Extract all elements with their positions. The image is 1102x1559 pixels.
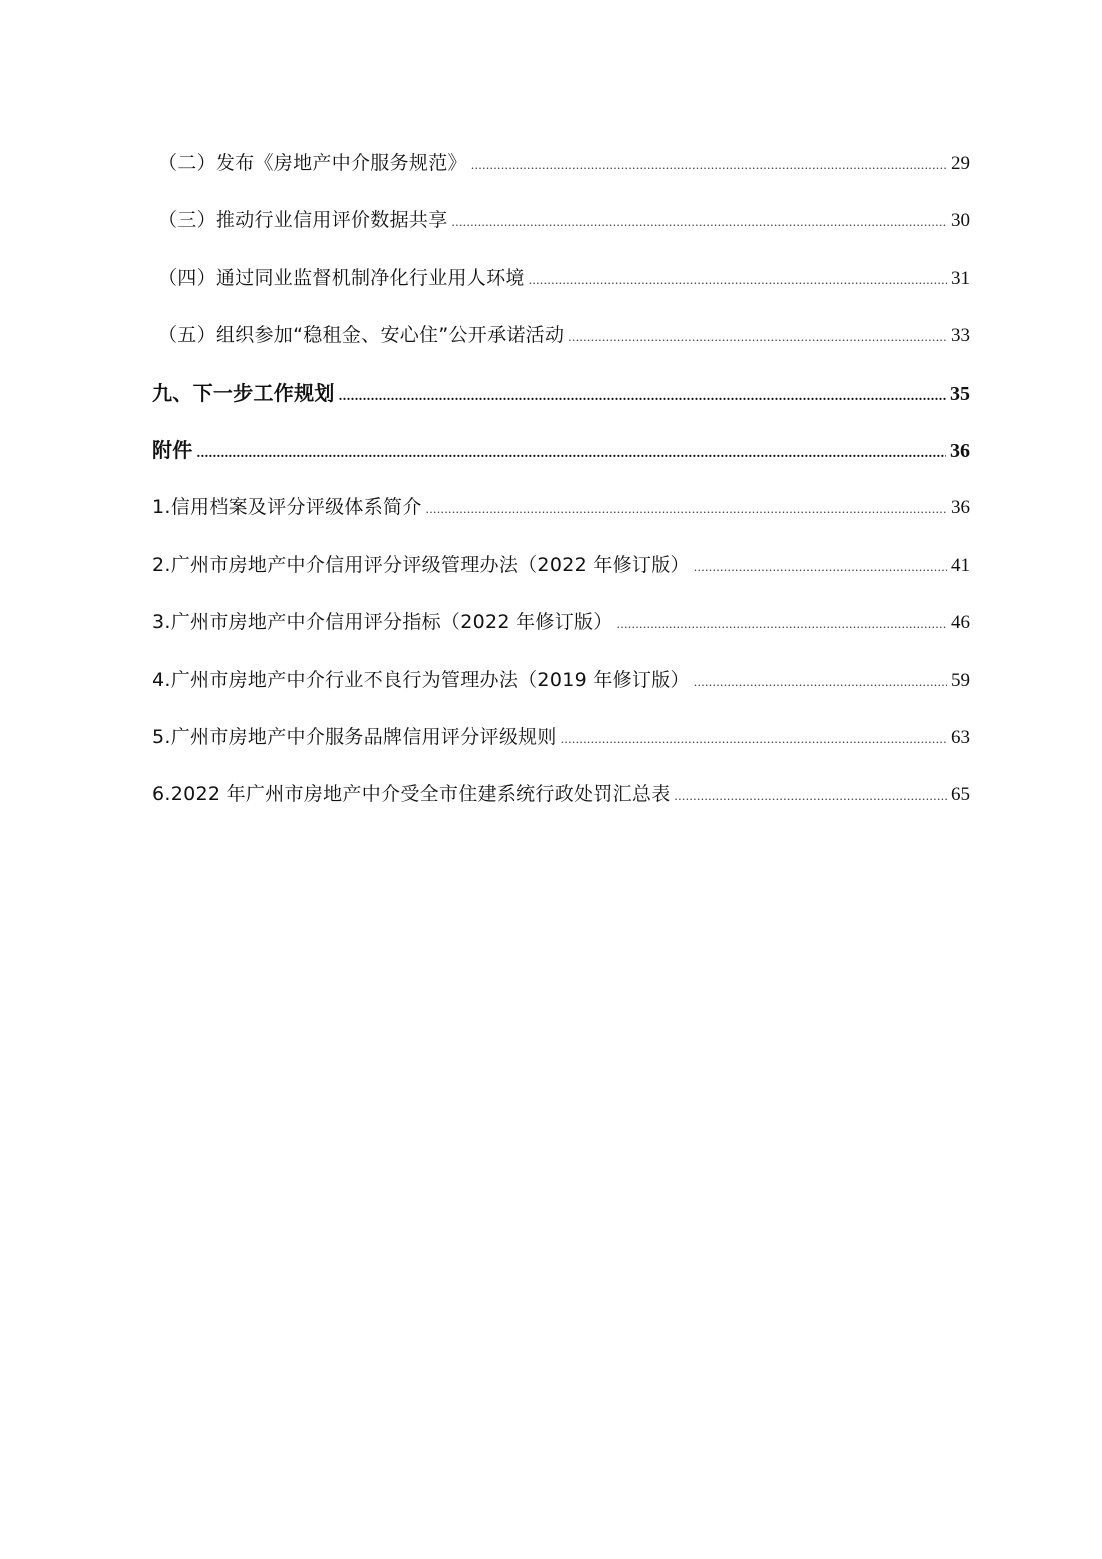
toc-page-number: 29 [951, 153, 970, 174]
toc-entry[interactable] [152, 715, 970, 772]
toc-entry[interactable] [152, 141, 970, 198]
toc-entry[interactable] [152, 600, 970, 657]
toc-entry-title: （四）通过同业监督机制净化行业用人环境 [158, 266, 525, 289]
toc-section-entry[interactable] [152, 428, 970, 485]
toc-page-number: 41 [951, 554, 970, 576]
toc-page-number: 65 [951, 784, 970, 806]
toc-dot-leader [452, 200, 947, 244]
toc-entry-title: （五）组织参加“稳租金、安心住”公开承诺活动 [158, 324, 565, 347]
toc-page-number: 33 [951, 325, 970, 347]
toc-entry[interactable] [152, 256, 970, 313]
toc-entry-title: 3.广州市房地产中介信用评分指标（2022 年修订版） [152, 611, 613, 634]
toc-dot-leader [694, 660, 947, 704]
toc-section-entry[interactable] [152, 371, 970, 428]
toc-dot-leader [426, 487, 947, 531]
toc-dot-leader [617, 602, 947, 646]
toc-entry[interactable] [152, 485, 970, 542]
toc-entry-title: 1.信用档案及评分评级体系简介 [152, 496, 422, 519]
toc-entry-title: 2.广州市房地产中介信用评分评级管理办法（2022 年修订版） [152, 553, 690, 576]
toc-dot-leader [197, 432, 946, 476]
toc-dot-leader [694, 545, 947, 589]
toc-entry-title: （二）发布《房地产中介服务规范》 [158, 152, 467, 174]
toc-dot-leader [568, 315, 947, 359]
toc-page-number: 31 [951, 267, 970, 289]
toc-entry-title: 附件 [152, 437, 193, 462]
toc-page-number: 36 [951, 497, 970, 519]
toc-entry[interactable] [152, 658, 970, 715]
toc-entry-title: 九、下一步工作规划 [152, 380, 335, 405]
toc-page-number: 59 [951, 669, 970, 691]
toc-page-number: 36 [950, 439, 970, 462]
toc-entry-title: 6.2022 年广州市房地产中介受全市住建系统行政处罚汇总表 [152, 783, 671, 806]
toc-dot-leader [339, 375, 946, 419]
toc-dot-leader [471, 143, 947, 187]
toc-entry[interactable] [152, 198, 970, 255]
toc-page-number: 63 [951, 726, 970, 748]
toc-page-number: 30 [951, 210, 970, 232]
table-of-contents [152, 141, 970, 830]
toc-entry[interactable] [152, 772, 970, 829]
toc-entry[interactable] [152, 313, 970, 370]
toc-page-number: 35 [950, 382, 970, 405]
toc-dot-leader [675, 774, 947, 818]
toc-dot-leader [529, 258, 947, 302]
toc-entry[interactable] [152, 543, 970, 600]
toc-entry-title: （三）推动行业信用评价数据共享 [158, 209, 448, 232]
toc-page-number: 46 [951, 612, 970, 634]
toc-entry-title: 5.广州市房地产中介服务品牌信用评分评级规则 [152, 725, 557, 748]
toc-entry-title: 4.广州市房地产中介行业不良行为管理办法（2019 年修订版） [152, 668, 690, 691]
toc-dot-leader [561, 717, 947, 761]
